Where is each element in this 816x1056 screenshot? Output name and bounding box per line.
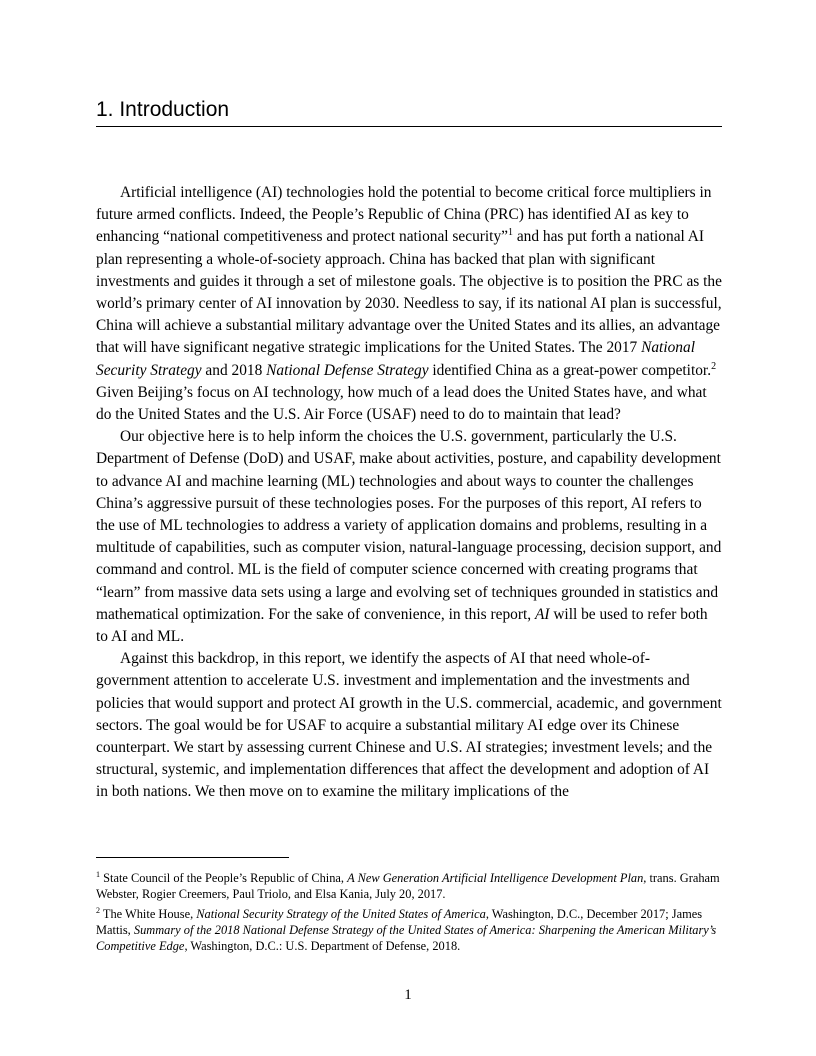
heading-underline [96,126,722,127]
footnote-2 [96,906,722,954]
footnote-1 [96,870,722,902]
footnote-ref: 2 [711,360,717,372]
text-run: Artificial intelligence (AI) technologies hold the potential to become critical force multipliers in future armed conflicts. Indeed, the People’s Republic of China (PRC) has identified AI as key to enhancing “national competitiveness and protect national security” [96,184,712,246]
text-run: identified China as a great-power competitor. [428,361,712,379]
paragraph-2 [96,426,722,648]
text-run: and has put forth a national AI plan representing a whole-of-society approach. China has backed that plan with significant investments and guides it through a set of milestone goals. The objective is to position the PRC as the world’s primary center of AI innovation by 2030. Needless to say, if its national AI plan is successful, China will achieve a substantial military advantage over the United States and its allies, an advantage that will have significant negative strategic implications for the United States. The 2017 [96,228,722,357]
paragraph-3 [96,648,722,803]
italic-text: National Defense Strategy [266,361,429,379]
text-run: State Council of the People’s Republic of China, [100,871,348,885]
text-run: The White House, [100,907,197,921]
footnote-ref: 2 [96,905,101,915]
body-text [96,182,722,804]
text-run: and 2018 [201,361,267,379]
footnote-ref: 1 [507,227,513,239]
italic-text: A New Generation Artificial Intelligence Development Plan, [347,871,647,885]
italic-text: Summary of the 2018 National Defense Strategy of the United States of America: Sharpening the American Military’s Competitive Edge [96,923,717,953]
section-heading: 1. Introduction [96,98,230,121]
page-number: 1 [404,987,412,1003]
text-run: Given Beijing’s focus on AI technology, how much of a lead does the United States have, and what do the United States and the U.S. Air Force (USAF) need to do to maintain that lead? [96,383,707,424]
footnote-ref: 1 [96,869,101,879]
footnote-separator [96,857,289,858]
paragraph-1 [96,182,722,426]
footnotes [96,870,722,958]
text-run: trans. Graham Webster, Rogier Creemers, Paul Triolo, and Elsa Kania, July 20, 2017. [96,871,720,901]
text-run: will be used to refer both to AI and ML. [96,605,708,646]
text-run: , Washington, D.C., December 2017; James Mattis, [96,907,703,937]
text-run: , Washington, D.C.: U.S. Department of Defense, 2018. [184,939,461,953]
text-run: Our objective here is to help inform the choices the U.S. government, particularly the U.S. Department of Defense (DoD) and USAF, make about activities, posture, and capability development to advance AI and machine learning (ML) technologies and about ways to counter the challenges China’s aggressive pursuit of these technologies poses. For the purposes of this report, AI refers to the use of ML technologies to address a variety of application domains and problems, resulting in a multitude of capabilities, such as computer vision, natural-language processing, decision support, and command and control. ML is the field of computer science concerned with creating programs that “learn” from massive data sets using a large and evolving set of techniques grounded in statistics and mathematical optimization. For the sake of convenience, in this report, [96,428,722,623]
italic-text: AI [534,605,550,623]
italic-text: National Security Strategy of the United States of America [196,907,486,921]
text-run: Against this backdrop, in this report, we identify the aspects of AI that need whole-of-government attention to accelerate U.S. investment and implementation and the investments and policies that would support and protect AI growth in the U.S. commercial, academic, and government sectors. The goal would be for USAF to acquire a substantial military AI edge over its Chinese counterpart. We start by assessing current Chinese and U.S. AI strategies; investment levels; and the structural, systemic, and implementation differences that affect the development and adoption of AI in both nations. We then move on to examine the military implications of the [96,650,722,801]
italic-text: National Security Strategy [96,339,695,379]
